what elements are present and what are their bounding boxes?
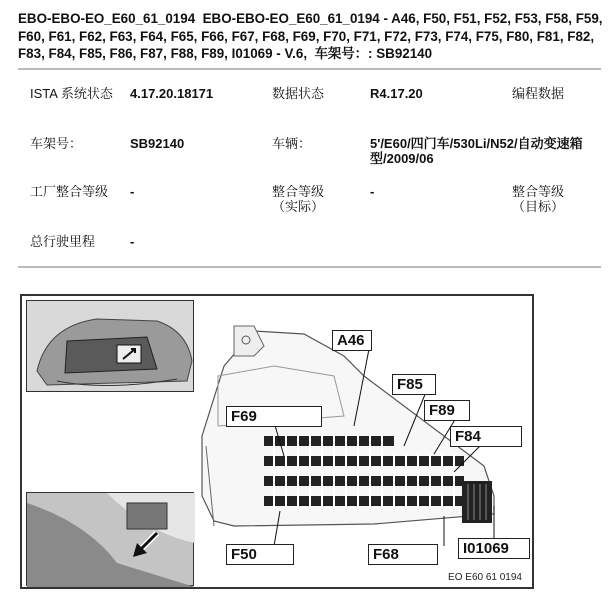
figure-caption: EO E60 61 0194: [448, 572, 522, 583]
vin-value: SB92140: [130, 136, 185, 151]
ista-value: 4.17.20.18171: [130, 86, 214, 101]
integration-target-label: 整合等级（目标）: [512, 184, 565, 214]
mileage-label: 总行驶里程: [30, 234, 96, 249]
mileage-value: -: [130, 234, 135, 249]
top-divider: [18, 68, 601, 70]
factory-label: 工厂整合等级: [30, 184, 109, 199]
vehicle-value: 5'/E60/四门车/530Li/N52/自动变速箱型/2009/06: [370, 136, 583, 166]
label-f89: F89: [424, 400, 470, 421]
integration-actual-label: 整合等级（实际）: [272, 184, 325, 214]
factory-value: -: [130, 184, 135, 199]
data-status-label: 数据状态: [272, 86, 325, 101]
label-f85: F85: [392, 374, 436, 395]
integration-actual-value: -: [370, 184, 375, 199]
vehicle-label: 车辆：: [272, 136, 312, 151]
coding-label: 编程数据: [512, 86, 565, 101]
car-trunk-illustration: [27, 301, 195, 393]
label-f68: F68: [368, 544, 438, 565]
label-a46: A46: [332, 330, 372, 351]
label-f69: F69: [226, 406, 322, 427]
label-f50: F50: [226, 544, 294, 565]
fuse-box-diagram: [20, 294, 534, 589]
data-status-value: R4.17.20: [370, 86, 423, 101]
mount-location-inset: [26, 492, 194, 586]
ista-label: ISTA 系统状态: [30, 86, 113, 101]
label-i01069: I01069: [458, 538, 530, 559]
label-f84: F84: [450, 426, 522, 447]
mount-detail-illustration: [27, 493, 195, 587]
vin-label: 车架号：: [30, 136, 83, 151]
trunk-location-inset: [26, 300, 194, 392]
info-divider: [18, 266, 601, 268]
document-title: EBO-EBO-EO_E60_61_0194 EBO-EBO-EO_E60_61_0194 - A46, F50, F51, F52, F53, F58, F59, F60, F61, F62, F63, F64, F65, F66, F67, F68, F69, F70, F71, F72, F73, F74, F75, F80, F81, F82, F83, F84, F85, F86, F87, F88, F89, I01069 - V.6, 车架号：: SB92140: [18, 11, 607, 61]
